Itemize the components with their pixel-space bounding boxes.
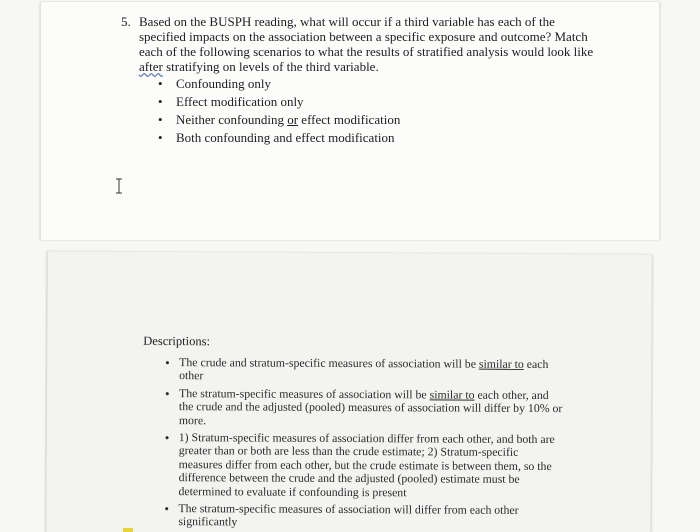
scenario-item [158, 111, 400, 129]
descriptions-heading: Descriptions: [143, 333, 211, 349]
text-cursor-icon [115, 178, 123, 194]
descriptions-page [45, 251, 653, 532]
description-underlined: similar to [478, 356, 524, 371]
scenario-label: Confounding only [176, 76, 271, 91]
scenario-label: Effect modification only [176, 94, 304, 109]
question-text-part: Based on the BUSPH reading, what will occur if a third variable has each of the specified impacts on the association between a specific exposure and outcome? Match each of the following scenarios to what the results of stratified analysis would look like [139, 14, 594, 59]
question-page [40, 2, 660, 240]
description-underlined: similar to [429, 387, 475, 402]
question-text [139, 14, 599, 74]
scenario-label-part: effect modification [298, 112, 401, 127]
scenario-item [158, 129, 400, 147]
description-text: 1) Stratum-specific measures of association differ from each other, and both are greater than or both are less than the crude estimate; 2) Stratum-specific measures differ from each other, but the crude estimate is between them, so the difference between the crude and the adjusted (pooled) estimate must be determined to evaluate if confounding is present [178, 430, 555, 499]
description-item [165, 387, 565, 429]
description-text: each other, and the crude and the adjusted (pooled) measures of association will differ by 10% or more. [178, 387, 563, 427]
description-item [164, 431, 564, 500]
question-number: 5. [121, 14, 131, 29]
scenario-item [158, 75, 400, 93]
highlight-mark [123, 528, 133, 532]
scenario-label-part: Neither confounding [176, 112, 288, 127]
descriptions-list [164, 356, 565, 532]
question-text-underlined: after [139, 59, 163, 74]
scenario-item [158, 93, 400, 111]
scenario-list [158, 75, 400, 147]
scenario-label: Both confounding and effect modification [176, 130, 395, 145]
description-text: The crude and stratum-specific measures of association will be [179, 355, 479, 371]
question-text-part: stratifying on levels of the third variable. [162, 59, 379, 74]
description-item [165, 356, 565, 385]
scenario-label-underlined: or [287, 112, 299, 127]
description-text: each other [179, 356, 549, 383]
description-text: The stratum-specific measures of association will differ from each other significantly [178, 501, 519, 529]
description-text: The stratum-specific measures of association will be [178, 385, 430, 402]
description-item [164, 502, 564, 531]
